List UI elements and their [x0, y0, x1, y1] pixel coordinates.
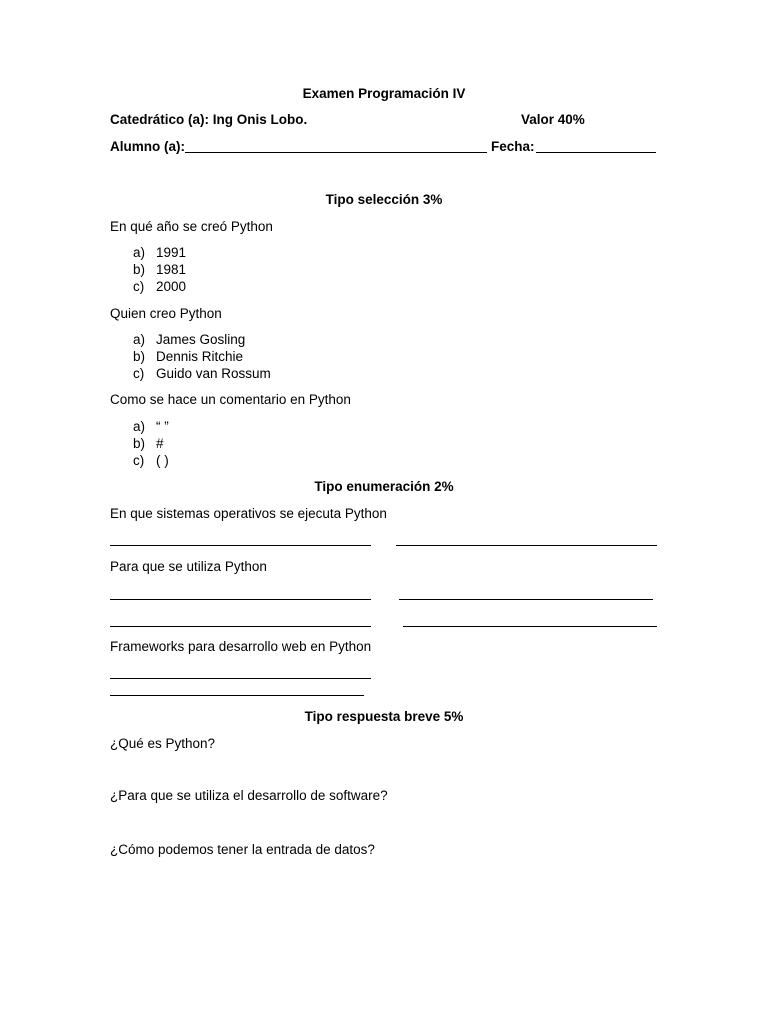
option-letter: c) — [133, 453, 145, 468]
option-text[interactable]: # — [156, 436, 164, 451]
option-text[interactable]: ( ) — [156, 453, 169, 468]
question-comment: Como se hace un comentario en Python — [110, 392, 351, 407]
option-letter: a) — [133, 245, 146, 260]
option-text[interactable]: Dennis Ritchie — [156, 349, 244, 364]
section-heading-enumeracion: Tipo enumeración 2% — [314, 479, 454, 494]
question-data-input: ¿Cómo podemos tener la entrada de datos? — [110, 842, 375, 857]
option-text[interactable]: James Gosling — [156, 332, 246, 347]
student-label: Alumno (a): — [110, 139, 185, 154]
exam-title: Examen Programación IV — [302, 86, 466, 101]
exam-value: Valor 40% — [521, 112, 585, 127]
option-text[interactable]: 1991 — [156, 245, 187, 260]
option-text[interactable]: 2000 — [156, 279, 187, 294]
student-name-blank[interactable] — [185, 152, 487, 153]
option-letter: b) — [133, 262, 146, 277]
date-blank[interactable] — [536, 152, 656, 153]
question-software-development: ¿Para que se utiliza el desarrollo de software? — [110, 788, 388, 803]
option-text[interactable]: Guido van Rossum — [156, 366, 271, 381]
section-heading-seleccion: Tipo selección 3% — [325, 192, 443, 207]
option-letter: a) — [133, 332, 146, 347]
answer-blank[interactable] — [110, 678, 371, 679]
question-operating-systems: En que sistemas operativos se ejecuta Python — [110, 506, 387, 521]
answer-blank[interactable] — [110, 695, 364, 696]
question-year-created: En qué año se creó Python — [110, 219, 273, 234]
question-web-frameworks: Frameworks para desarrollo web en Python — [110, 639, 372, 654]
section-heading-respuesta-breve: Tipo respuesta breve 5% — [304, 709, 464, 724]
answer-blank[interactable] — [110, 545, 371, 546]
answer-blank[interactable] — [403, 626, 657, 627]
option-text[interactable]: 1981 — [156, 262, 187, 277]
option-letter: b) — [133, 436, 146, 451]
question-what-is-python: ¿Qué es Python? — [110, 736, 216, 751]
option-letter: a) — [133, 419, 146, 434]
teacher-name: Catedrático (a): Ing Onis Lobo. — [110, 112, 308, 127]
question-creator: Quien creo Python — [110, 306, 222, 321]
answer-blank[interactable] — [110, 626, 371, 627]
answer-blank[interactable] — [110, 599, 371, 600]
question-python-uses: Para que se utiliza Python — [110, 559, 267, 574]
option-letter: c) — [133, 279, 145, 294]
answer-blank[interactable] — [396, 545, 657, 546]
option-letter: c) — [133, 366, 145, 381]
answer-blank[interactable] — [399, 599, 653, 600]
date-label: Fecha: — [491, 139, 535, 154]
option-letter: b) — [133, 349, 146, 364]
option-text[interactable]: “ ” — [156, 419, 169, 434]
